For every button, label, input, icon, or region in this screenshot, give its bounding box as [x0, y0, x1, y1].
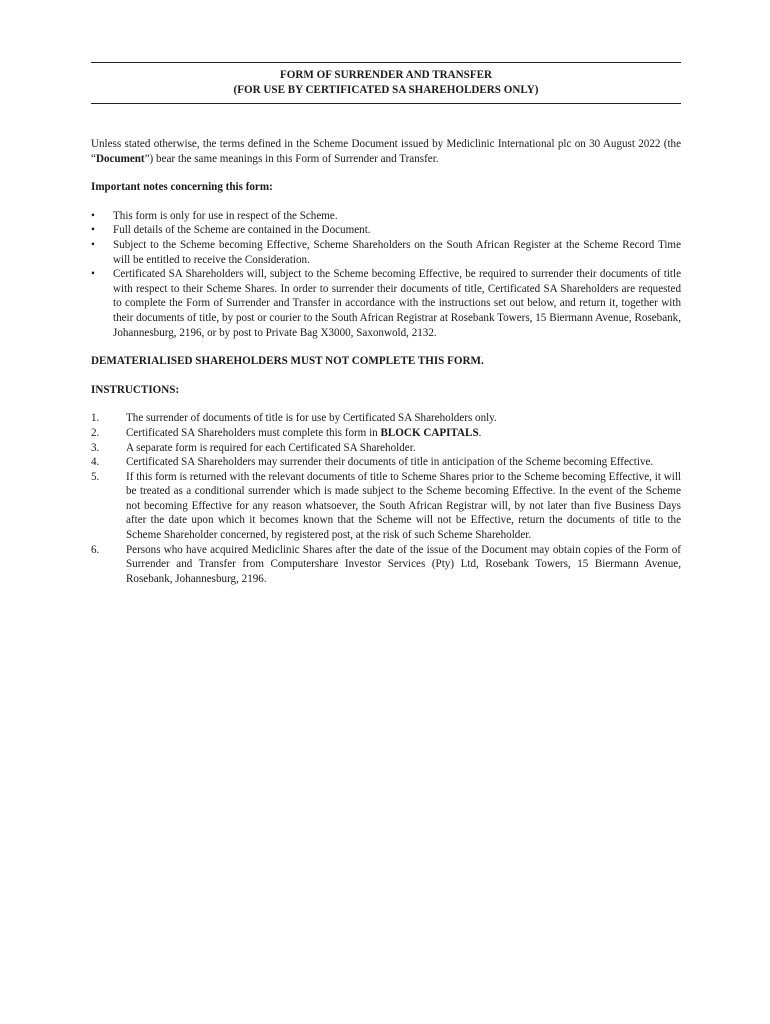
- instruction-bold-text: BLOCK CAPITALS: [380, 426, 479, 439]
- intro-text-part-1: Unless stated otherwise, the terms defined in the Scheme Document issued by Mediclinic International plc on 30 August 2022 (the “: [91, 138, 681, 165]
- instruction-text: Persons who have acquired Mediclinic Shares after the date of the issue of the Document may obtain copies of the Form of Surrender and Transfer from Computershare Investor Services (Pty) Ltd, Rosebank Towers, 15 Biermann Avenue, Rosebank, Johannesburg, 2196.: [126, 543, 681, 585]
- notes-item-text: Subject to the Scheme becoming Effective, Scheme Shareholders on the South African Register at the Scheme Record Time will be entitled to receive the Consideration.: [113, 238, 681, 266]
- instruction-number: 6.: [91, 543, 100, 556]
- form-title: [91, 63, 681, 103]
- intro-defined-term: Document: [95, 152, 145, 165]
- instruction-item: [91, 426, 681, 441]
- bottom-rule: [91, 103, 681, 104]
- notes-item-text: Certificated SA Shareholders will, subject to the Scheme becoming Effective, be required to surrender their documents of title with respect to their Scheme Shares. In order to surrender their documents of title, Certificated SA Shareholders are requested to complete the Form of Surrender and Transfer in accordance with the instructions set out below, and return it, together with their documents of title, by post or courier to the South African Registrar at Rosebank Towers, 15 Biermann Avenue, Rosebank, Johannesburg, 2196, or by post to Private Bag X3000, Saxonwold, 2132.: [113, 268, 681, 339]
- instruction-item: [91, 543, 681, 587]
- notes-list-item: [91, 267, 681, 340]
- instruction-text-end: .: [478, 426, 482, 439]
- notes-heading: Important notes concerning this form:: [91, 181, 273, 194]
- instruction-text: Certificated SA Shareholders must complete this form in: [126, 426, 381, 439]
- notes-item-text: This form is only for use in respect of the Scheme.: [113, 209, 338, 222]
- intro-paragraph: [91, 137, 681, 166]
- bullet-icon: •: [91, 268, 95, 281]
- bullet-icon: •: [91, 224, 95, 237]
- notes-list-item: [91, 223, 681, 238]
- instruction-text: A separate form is required for each Certificated SA Shareholder.: [126, 441, 416, 454]
- form-title-line-2: (FOR USE BY CERTIFICATED SA SHAREHOLDERS ONLY): [233, 83, 539, 96]
- instruction-text: If this form is returned with the relevant documents of title to Scheme Shares prior to the Scheme becoming Effective, it will be treated as a conditional surrender which is made subject to the Scheme becoming Effective. In the event of the Scheme not becoming Effective for any reason whatsoever, the South African Registrar will, by not later than five Business Days after the date upon which it becomes known that the Scheme will not be Effective, return the documents of title to the Scheme Shareholder concerned, by registered post, at the risk of such Scheme Shareholder.: [126, 470, 681, 542]
- instruction-item: [91, 470, 681, 543]
- instruction-number: 4.: [91, 456, 100, 469]
- instruction-item: [91, 411, 681, 426]
- notes-list: [91, 209, 681, 340]
- instruction-text: Certificated SA Shareholders may surrender their documents of title in anticipation of the Scheme becoming Effective.: [126, 456, 654, 469]
- instruction-item: [91, 441, 681, 456]
- instruction-number: 2.: [91, 426, 100, 439]
- document-page: [91, 62, 681, 586]
- instruction-number: 3.: [91, 441, 100, 454]
- instructions-heading: INSTRUCTIONS:: [91, 383, 180, 396]
- notes-list-item: [91, 238, 681, 267]
- instruction-number: 1.: [91, 412, 100, 425]
- instruction-item: [91, 455, 681, 470]
- notes-item-text: Full details of the Scheme are contained in the Document.: [113, 224, 371, 237]
- notes-list-item: [91, 209, 681, 224]
- instructions-list: [91, 411, 681, 586]
- instruction-number: 5.: [91, 470, 100, 483]
- bullet-icon: •: [91, 209, 95, 222]
- intro-text-part-2: ”) bear the same meanings in this Form of Surrender and Transfer.: [144, 152, 439, 165]
- dematerialised-notice: DEMATERIALISED SHAREHOLDERS MUST NOT COMPLETE THIS FORM.: [91, 355, 484, 368]
- instruction-text: The surrender of documents of title is for use by Certificated SA Shareholders only.: [126, 412, 497, 425]
- bullet-icon: •: [91, 238, 95, 251]
- form-title-line-1: FORM OF SURRENDER AND TRANSFER: [279, 69, 493, 81]
